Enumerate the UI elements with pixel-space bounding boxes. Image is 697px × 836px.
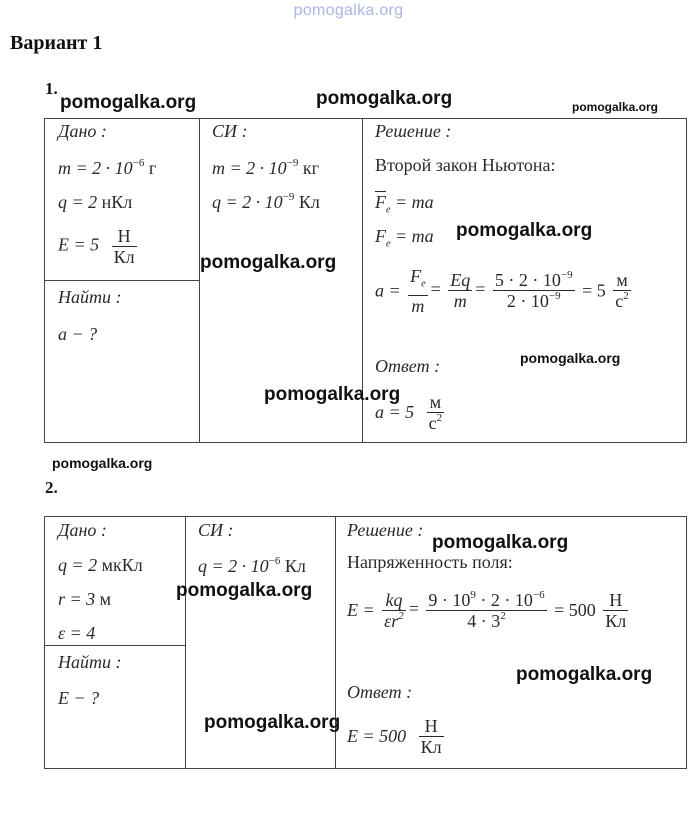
watermark: pomogalka.org — [60, 92, 197, 113]
problem-1-number: 1. — [45, 79, 58, 98]
watermark: pomogalka.org — [52, 455, 153, 471]
variant-title: Вариант 1 — [10, 32, 103, 54]
p2-formula: E = $\frac{kq}{\varepsilon r^2}$ = $\frac{9 \cdot 10^9 \cdot 2 \cdot 10^{-6}}{4 \cdot 3^2}$ = 500 $\frac{Н}{Кл}$ — [347, 589, 627, 631]
problem-2-number: 2. — [45, 478, 58, 497]
watermark: pomogalka.org — [204, 712, 341, 733]
watermark: pomogalka.org — [516, 664, 653, 685]
p2-given-eps: ε = 4 — [58, 623, 96, 643]
watermark: pomogalka.org — [572, 100, 659, 114]
watermark: pomogalka.org — [264, 384, 401, 405]
watermark: pomogalka.org — [520, 350, 621, 366]
p2-si-label: СИ : — [198, 520, 234, 540]
p1-find-value: a − ? — [58, 324, 98, 344]
p1-law-text: Второй закон Ньютона: — [375, 155, 556, 175]
p1-scalar-eq: $F_e$ = ma — [375, 226, 434, 250]
p1-si-q: $q = 2 \cdot 10^{-9}$ Кл — [212, 191, 320, 212]
p2-answer: E = 500 $\frac{Н}{Кл}$ — [347, 716, 442, 757]
p1-answer-label: Ответ : — [375, 356, 441, 376]
p1-vector-eq: $F_e$ = ma — [375, 192, 434, 216]
p1-given-E: E = 5 $\frac{Н}{Кл}$ — [58, 226, 135, 267]
p2-given-label: Дано : — [58, 520, 107, 540]
watermark: pomogalka.org — [176, 580, 313, 601]
p2-si-q: $q = 2 \cdot 10^{-6}$ Кл — [198, 555, 306, 576]
p1-si-m: $m = 2 \cdot 10^{-9}$ кг — [212, 157, 320, 178]
site-mark[interactable]: pomogalka.org — [293, 2, 404, 19]
p1-given-label: Дано : — [58, 121, 107, 141]
p1-solution-label: Решение : — [375, 121, 452, 141]
p1-given-m: $m = 2 \cdot 10^{-6}$ г — [58, 157, 157, 178]
p1-si-label: СИ : — [212, 121, 248, 141]
watermark: pomogalka.org — [200, 252, 337, 273]
p2-find-value: E − ? — [58, 688, 100, 708]
p1-formula: a = $\frac{F_e}{m}$ = $\frac{Eq}{m}$ = $\frac{5 \cdot 2 \cdot 10^{-9}}{2 \cdot 10^{-9}}$ = 5 $\frac{м}{с^2}$ — [375, 266, 629, 316]
p2-solution-label: Решение : — [347, 520, 424, 540]
watermark: pomogalka.org — [316, 88, 453, 109]
p2-field-text: Напряженность поля: — [347, 552, 513, 572]
p2-find-label: Найти : — [58, 652, 122, 672]
p2-given-q: q = 2 мкКл — [58, 555, 143, 575]
p1-given-q: q = 2 нКл — [58, 192, 133, 212]
p1-find-label: Найти : — [58, 287, 122, 307]
watermark: pomogalka.org — [432, 532, 569, 553]
p2-given-r: r = 3 м — [58, 589, 112, 609]
watermark: pomogalka.org — [456, 220, 593, 241]
p1-answer: a = 5 $\frac{м}{с^2}$ — [375, 392, 443, 433]
p2-answer-label: Ответ : — [347, 682, 413, 702]
